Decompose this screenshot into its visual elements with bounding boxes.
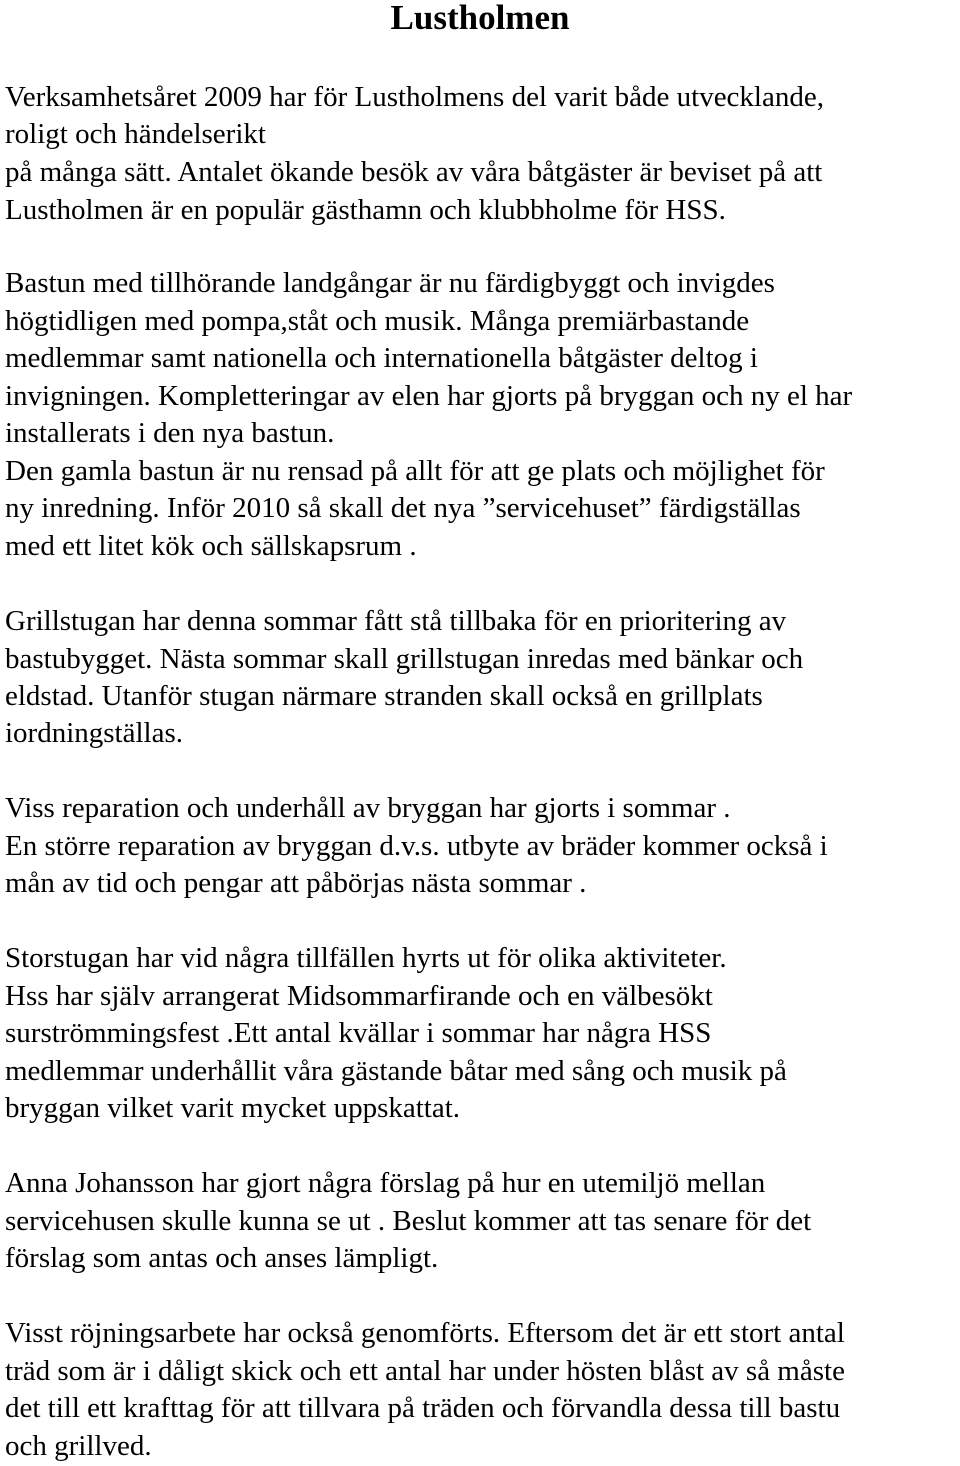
- text-line: En större reparation av bryggan d.v.s. utbyte av bräder kommer också i: [5, 830, 828, 862]
- text-line: Bastun med tillhörande landgångar är nu färdigbyggt och invigdes: [5, 267, 775, 299]
- text-line: iordningställas.: [5, 717, 184, 749]
- text-line: Visst röjningsarbete har också genomförts. Eftersom det är ett stort antal: [5, 1317, 845, 1349]
- text-line: Storstugan har vid några tillfällen hyrts ut för olika aktiviteter.: [5, 942, 727, 974]
- text-line: det till ett krafttag för att tillvara på träden och förvandla dessa till bastu: [5, 1392, 841, 1424]
- text-line: servicehusen skulle kunna se ut . Beslut kommer att tas senare för det: [5, 1205, 812, 1237]
- text-line: Anna Johansson har gjort några förslag på hur en utemiljö mellan: [5, 1167, 766, 1199]
- text-line: medlemmar underhållit våra gästande båtar med sång och musik på: [5, 1055, 787, 1087]
- text-line: Grillstugan har denna sommar fått stå tillbaka för en prioritering av: [5, 605, 787, 637]
- text-line: medlemmar samt nationella och internationella båtgäster deltog i: [5, 342, 758, 374]
- text-line: bastubygget. Nästa sommar skall grillstugan inredas med bänkar och: [5, 643, 804, 675]
- text-line: Verksamhetsåret 2009 har för Lustholmens del varit både utvecklande,: [5, 81, 824, 113]
- text-line: eldstad. Utanför stugan närmare stranden skall också en grillplats: [5, 680, 763, 712]
- text-line: Lustholmen är en populär gästhamn och klubbholme för HSS.: [5, 194, 726, 226]
- text-line: bryggan vilket varit mycket uppskattat.: [5, 1092, 461, 1124]
- text-line: roligt och händelserikt: [5, 118, 266, 150]
- text-line: på många sätt. Antalet ökande besök av våra båtgäster är beviset på att: [5, 156, 823, 188]
- text-line: invigningen. Kompletteringar av elen har gjorts på bryggan och ny el har: [5, 380, 853, 412]
- text-line: Viss reparation och underhåll av bryggan har gjorts i sommar .: [5, 792, 731, 824]
- text-line: och grillved.: [5, 1430, 152, 1462]
- text-line: Den gamla bastun är nu rensad på allt för att ge plats och möjlighet för: [5, 455, 825, 487]
- text-line: förslag som antas och anses lämpligt.: [5, 1242, 439, 1274]
- text-line: surströmmingsfest .Ett antal kvällar i sommar har några HSS: [5, 1017, 712, 1049]
- text-line: högtidligen med pompa,ståt och musik. Många premiärbastande: [5, 305, 750, 337]
- text-line: Hss har själv arrangerat Midsommarfirande och en välbesökt: [5, 980, 713, 1012]
- text-line: mån av tid och pengar att påbörjas nästa sommar .: [5, 867, 587, 899]
- text-line: installerats i den nya bastun.: [5, 417, 335, 449]
- text-line: ny inredning. Inför 2010 så skall det nya ”servicehuset” färdigställas: [5, 492, 801, 524]
- document-title: Lustholmen: [390, 0, 570, 37]
- text-line: träd som är i dåligt skick och ett antal har under hösten blåst av så måste: [5, 1355, 845, 1387]
- text-line: med ett litet kök och sällskapsrum .: [5, 530, 417, 562]
